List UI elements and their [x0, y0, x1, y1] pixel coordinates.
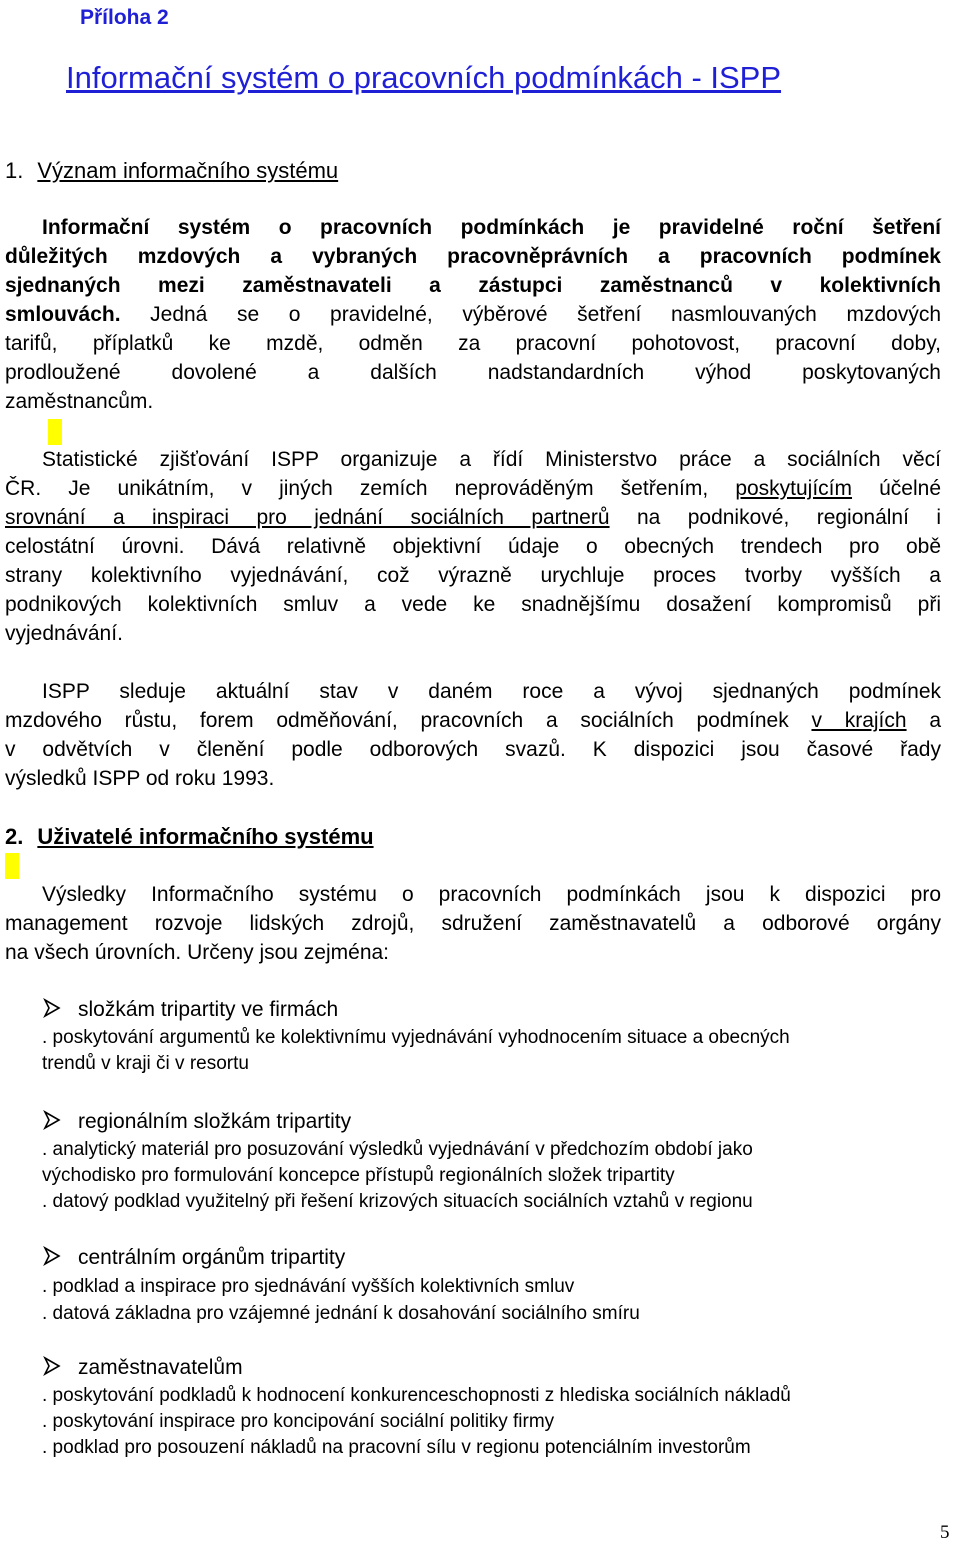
- user-group-label: regionálním složkám tripartity: [78, 1110, 352, 1133]
- paragraph-1-line: prodloužené dovolené a dalších nadstandardních výhod poskytovaných: [5, 361, 941, 384]
- arrow-bullet-icon: [42, 998, 78, 1022]
- paragraph-2-text: na podnikové, regionální i: [609, 506, 942, 529]
- paragraph-2-line: [5, 477, 941, 501]
- paragraph-2-line: [5, 506, 941, 530]
- paragraph-3-line: výsledků ISPP od roku 1993.: [5, 767, 275, 790]
- paragraph-3-line: v odvětvích v členění podle odborových svazů. K dispozici jsou časové řady: [5, 738, 941, 761]
- paragraph-2-underlined: srovnání a inspiraci pro jednání sociálních partnerů: [5, 506, 610, 529]
- user-group-label: složkám tripartity ve firmách: [78, 998, 339, 1021]
- group-item: . datová základna pro vzájemné jednání k dosahování sociálního smíru: [42, 1303, 640, 1324]
- arrow-bullet-icon: [42, 1246, 78, 1270]
- section-2-heading: [5, 824, 374, 850]
- paragraph-2-underlined: poskytujícím: [735, 477, 853, 500]
- paragraph-2-line: vyjednávání.: [5, 622, 123, 645]
- paragraph-2-line: celostátní úrovni. Dává relativně objektivní údaje o obecných trendech pro obě: [5, 535, 941, 558]
- group-item: východisko pro formulování koncepce přístupů regionálních složek tripartity: [42, 1165, 675, 1186]
- paragraph-1-line: zaměstnancům.: [5, 390, 154, 413]
- intro-line: management rozvoje lidských zdrojů, sdružení zaměstnavatelů a odborové orgány: [5, 912, 941, 935]
- page-title: Informační systém o pracovních podmínkách - ISPP: [66, 60, 782, 95]
- paragraph-3-line: ISPP sleduje aktuální stav v daném roce a vývoj sjednaných podmínek: [42, 680, 941, 703]
- page-number: 5: [940, 1522, 950, 1543]
- group-item: . poskytování argumentů ke kolektivnímu vyjednávání vyhodnocením situace a obecných: [42, 1027, 790, 1048]
- highlight-marker: [5, 853, 19, 879]
- paragraph-2-line: Statistické zjišťování ISPP organizuje a řídí Ministerstvo práce a sociálních věcí: [42, 448, 941, 471]
- arrow-bullet-icon: [42, 1356, 78, 1380]
- group-item: . podklad a inspirace pro sjednávání vyšších kolektivních smluv: [42, 1276, 575, 1297]
- group-item: . poskytování podkladů k hodnocení konkurenceschopnosti z hlediska sociálních nákladů: [42, 1385, 791, 1406]
- user-group-heading: [42, 1246, 345, 1270]
- paragraph-1-line: [5, 303, 941, 327]
- paragraph-3-text: mzdového růstu, forem odměňování, pracovních a sociálních podmínek: [5, 709, 812, 732]
- highlight-marker: [48, 419, 62, 445]
- user-group-label: zaměstnavatelům: [78, 1356, 243, 1379]
- user-group-heading: [42, 1110, 351, 1134]
- paragraph-1-bold-end: smlouvách.: [5, 303, 121, 326]
- user-group-heading: [42, 1356, 243, 1380]
- paragraph-2-line: podnikových kolektivních smluv a vede ke snadnějšímu dosažení kompromisů při: [5, 593, 941, 616]
- user-group-heading: [42, 998, 338, 1022]
- user-group-label: centrálním orgánům tripartity: [78, 1246, 346, 1269]
- intro-line: Výsledky Informačního systému o pracovních podmínkách jsou k dispozici pro: [42, 883, 941, 906]
- section-2-number: 2.: [5, 824, 24, 849]
- paragraph-1-line: Informační systém o pracovních podmínkách je pravidelné roční šetření: [42, 216, 941, 239]
- section-2-title: Uživatelé informačního systému: [37, 824, 374, 849]
- paragraph-1-line: tarifů, příplatků ke mzdě, odměn za pracovní pohotovost, pracovní doby,: [5, 332, 941, 355]
- paragraph-3-line: [5, 709, 941, 733]
- paragraph-2-text: ČR. Je unikátním, v jiných zemích neprováděným šetřením,: [5, 477, 736, 500]
- paragraph-3-text: a: [906, 709, 942, 732]
- paragraph-2-line: strany kolektivního vyjednávání, což výrazně urychluje proces tvorby vyšších a: [5, 564, 941, 587]
- group-item: . datový podklad využitelný při řešení krizových situacích sociálních vztahů v regionu: [42, 1191, 753, 1212]
- intro-line: na všech úrovních. Určeny jsou zejména:: [5, 941, 390, 964]
- group-item: trendů v kraji či v resortu: [42, 1053, 249, 1074]
- arrow-bullet-icon: [42, 1110, 78, 1134]
- group-item: . analytický materiál pro posuzování výsledků vyjednávání v předchozím období jako: [42, 1139, 753, 1160]
- paragraph-1-line: sjednaných mezi zaměstnavateli a zástupci zaměstnanců v kolektivních: [5, 274, 941, 297]
- section-1-title: Význam informačního systému: [37, 158, 339, 183]
- appendix-label: Příloha 2: [80, 6, 169, 29]
- paragraph-1-line: důležitých mzdových a vybraných pracovněprávních a pracovních podmínek: [5, 245, 941, 268]
- paragraph-1-text: Jedná se o pravidelné, výběrové šetření nasmlouvaných mzdových: [120, 303, 941, 326]
- section-1-number: 1.: [5, 158, 24, 183]
- group-item: . podklad pro posouzení nákladů na pracovní sílu v regionu potenciálním investorům: [42, 1437, 751, 1458]
- group-item: . poskytování inspirace pro koncipování sociální politiky firmy: [42, 1411, 555, 1432]
- section-1-heading: [5, 158, 338, 184]
- paragraph-2-text: účelné: [852, 477, 941, 500]
- paragraph-3-underlined: v krajích: [811, 709, 907, 732]
